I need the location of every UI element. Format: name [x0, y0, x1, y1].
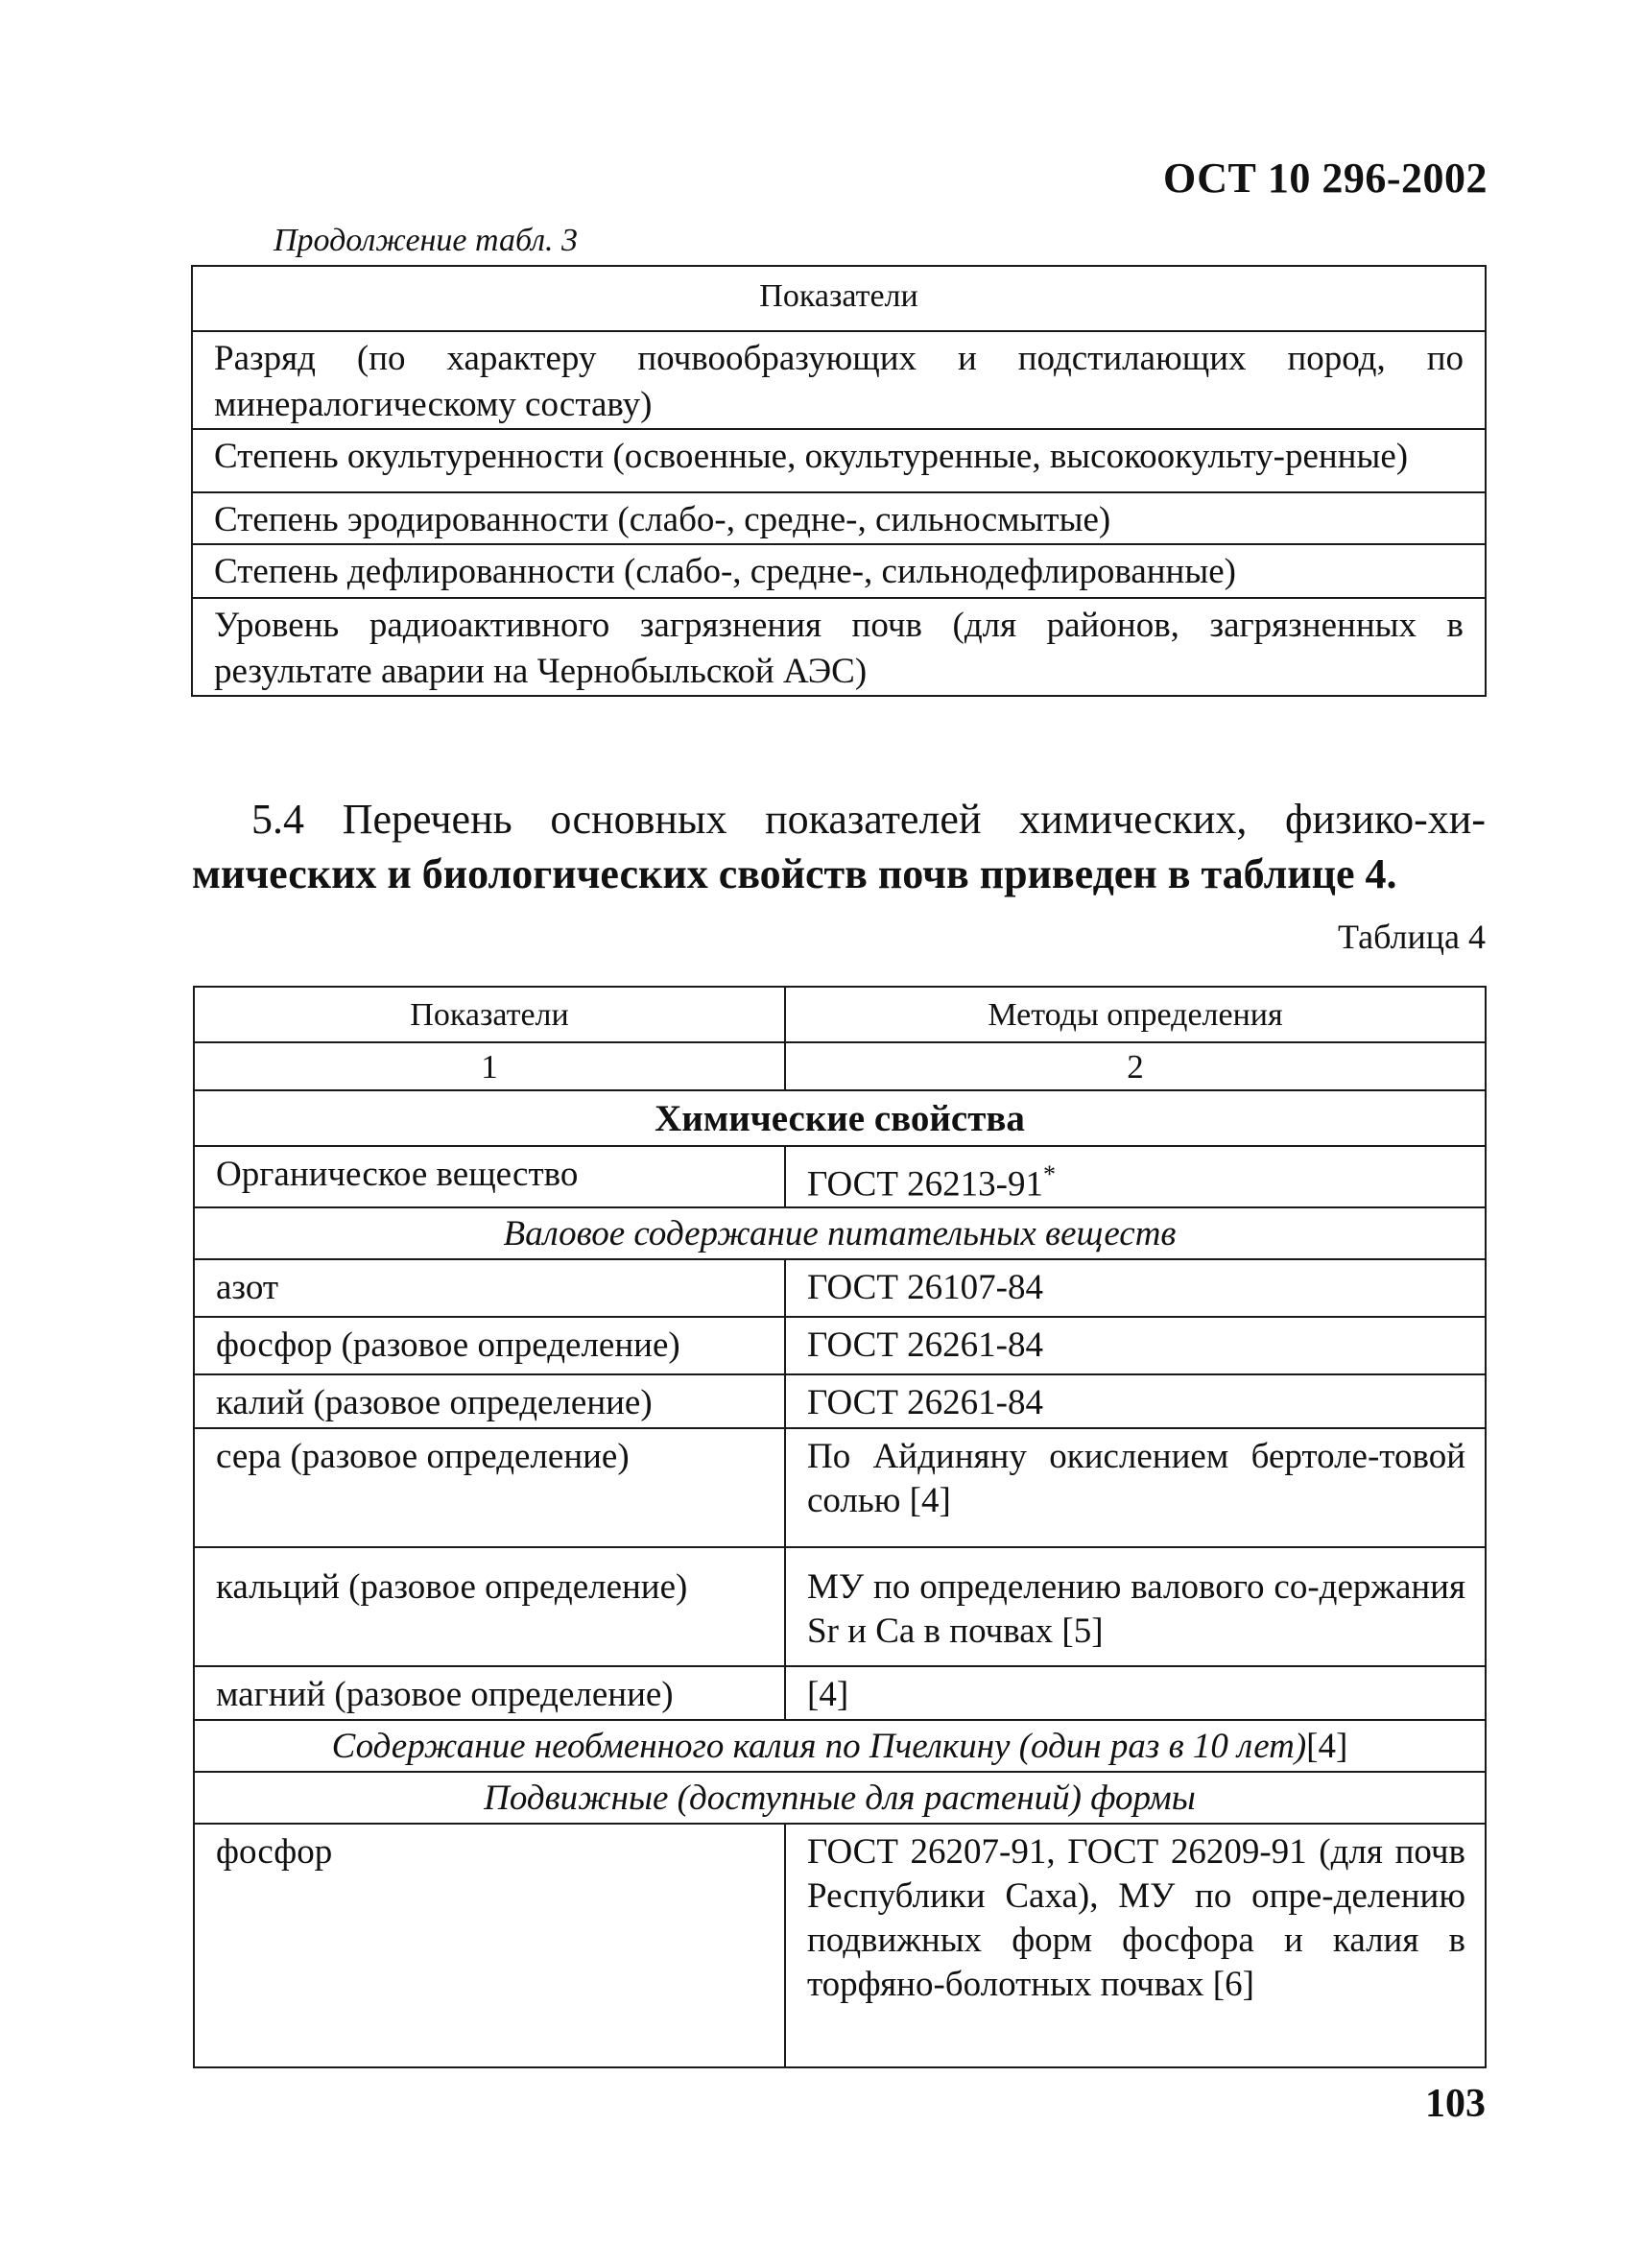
section-chemical-properties: Химические свойства: [194, 1090, 1486, 1146]
method-cell: ГОСТ 26261-84: [785, 1374, 1486, 1428]
method-cell: [4]: [785, 1666, 1486, 1720]
table-row: [194, 1547, 1486, 1666]
indicator-cell: фосфор: [194, 1824, 785, 2067]
indicator-cell: кальций (разовое определение): [194, 1547, 785, 1666]
section-5-4-paragraph: [192, 792, 1486, 901]
table-4-label: Таблица 4: [1338, 918, 1486, 956]
indicator-cell: сера (разовое определение): [194, 1428, 785, 1547]
table-header-row: [194, 987, 1486, 1042]
subsection-nonexchangeable-potassium: [194, 1720, 1486, 1772]
table-row: [194, 1374, 1486, 1428]
indicator-cell: калий (разовое определение): [194, 1374, 785, 1428]
column-number: 1: [194, 1042, 785, 1090]
table-cell: Степень эродированности (слабо-, средне-, сильносмытые): [192, 492, 1486, 544]
method-cell: ГОСТ 26261-84: [785, 1317, 1486, 1374]
indicator-cell: фосфор (разовое определение): [194, 1317, 785, 1374]
table-row: [192, 598, 1486, 696]
method-cell: ГОСТ 26107-84: [785, 1259, 1486, 1317]
table-cell: Степень окультуренности (освоенные, окультуренные, высокоокульту-ренные): [192, 429, 1486, 492]
method-cell: ГОСТ 26207-91, ГОСТ 26209-91 (для почв Республики Саха), МУ по опре-делению подвижных форм фосфора и калия в торфяно-болотных почвах [6]: [785, 1824, 1486, 2067]
document-code: ОСТ 10 296-2002: [1162, 155, 1488, 202]
reference: [4]: [1306, 1727, 1348, 1767]
table-row: [194, 1259, 1486, 1317]
column-header-indicators: Показатели: [192, 266, 1486, 331]
page-number: 103: [1425, 2082, 1486, 2126]
table-cell: Уровень радиоактивного загрязнения почв (для районов, загрязненных в результате аварии на Чернобыльской АЭС): [192, 598, 1486, 696]
table-row: [192, 429, 1486, 492]
table-row: [192, 544, 1486, 598]
footnote-mark: *: [1043, 1160, 1056, 1188]
column-number-row: [194, 1042, 1486, 1090]
subsection-row: [194, 1207, 1486, 1259]
table-row: [194, 1146, 1486, 1207]
subsection-mobile-forms: Подвижные (доступные для растений) формы: [194, 1772, 1486, 1824]
method-cell: МУ по определению валового со-держания Sr и Ca в почвах [5]: [785, 1547, 1486, 1666]
table-header-row: [192, 266, 1486, 331]
method-cell: [785, 1146, 1486, 1207]
table-row: [194, 1317, 1486, 1374]
section-row: [194, 1090, 1486, 1146]
table-3-continuation: [191, 265, 1487, 697]
column-header-methods: Методы определения: [785, 987, 1486, 1042]
indicator-cell: магний (разовое определение): [194, 1666, 785, 1720]
indicator-cell: азот: [194, 1259, 785, 1317]
table-4: [193, 986, 1487, 2068]
column-number: 2: [785, 1042, 1486, 1090]
indicator-cell: Органическое вещество: [194, 1146, 785, 1207]
subsection-total-nutrients: Валовое содержание питательных веществ: [194, 1207, 1486, 1259]
subsection-row: [194, 1772, 1486, 1824]
table-continuation-label: Продолжение табл. 3: [274, 223, 579, 258]
paragraph-line-1: 5.4 Перечень основных показателей химических, физико-хи-: [251, 796, 1486, 843]
table-cell: Разряд (по характеру почвообразующих и подстилающих пород, по минералогическому составу): [192, 331, 1486, 429]
column-header-indicators: Показатели: [194, 987, 785, 1042]
table-row: [194, 1428, 1486, 1547]
method-cell: По Айдиняну окислением бертоле-товой солью [4]: [785, 1428, 1486, 1547]
table-row: [194, 1666, 1486, 1720]
table-row: [192, 331, 1486, 429]
subsection-row: [194, 1720, 1486, 1772]
subsection-text: Содержание необменного калия по Пчелкину (один раз в 10 лет): [331, 1727, 1307, 1767]
method-text: ГОСТ 26213-91: [807, 1164, 1043, 1205]
paragraph-line-2: мических и биологических свойств почв приведен в таблице 4.: [192, 850, 1397, 897]
table-row: [192, 492, 1486, 544]
table-cell: Степень дефлированности (слабо-, средне-, сильнодефлированные): [192, 544, 1486, 598]
table-row: [194, 1824, 1486, 2067]
